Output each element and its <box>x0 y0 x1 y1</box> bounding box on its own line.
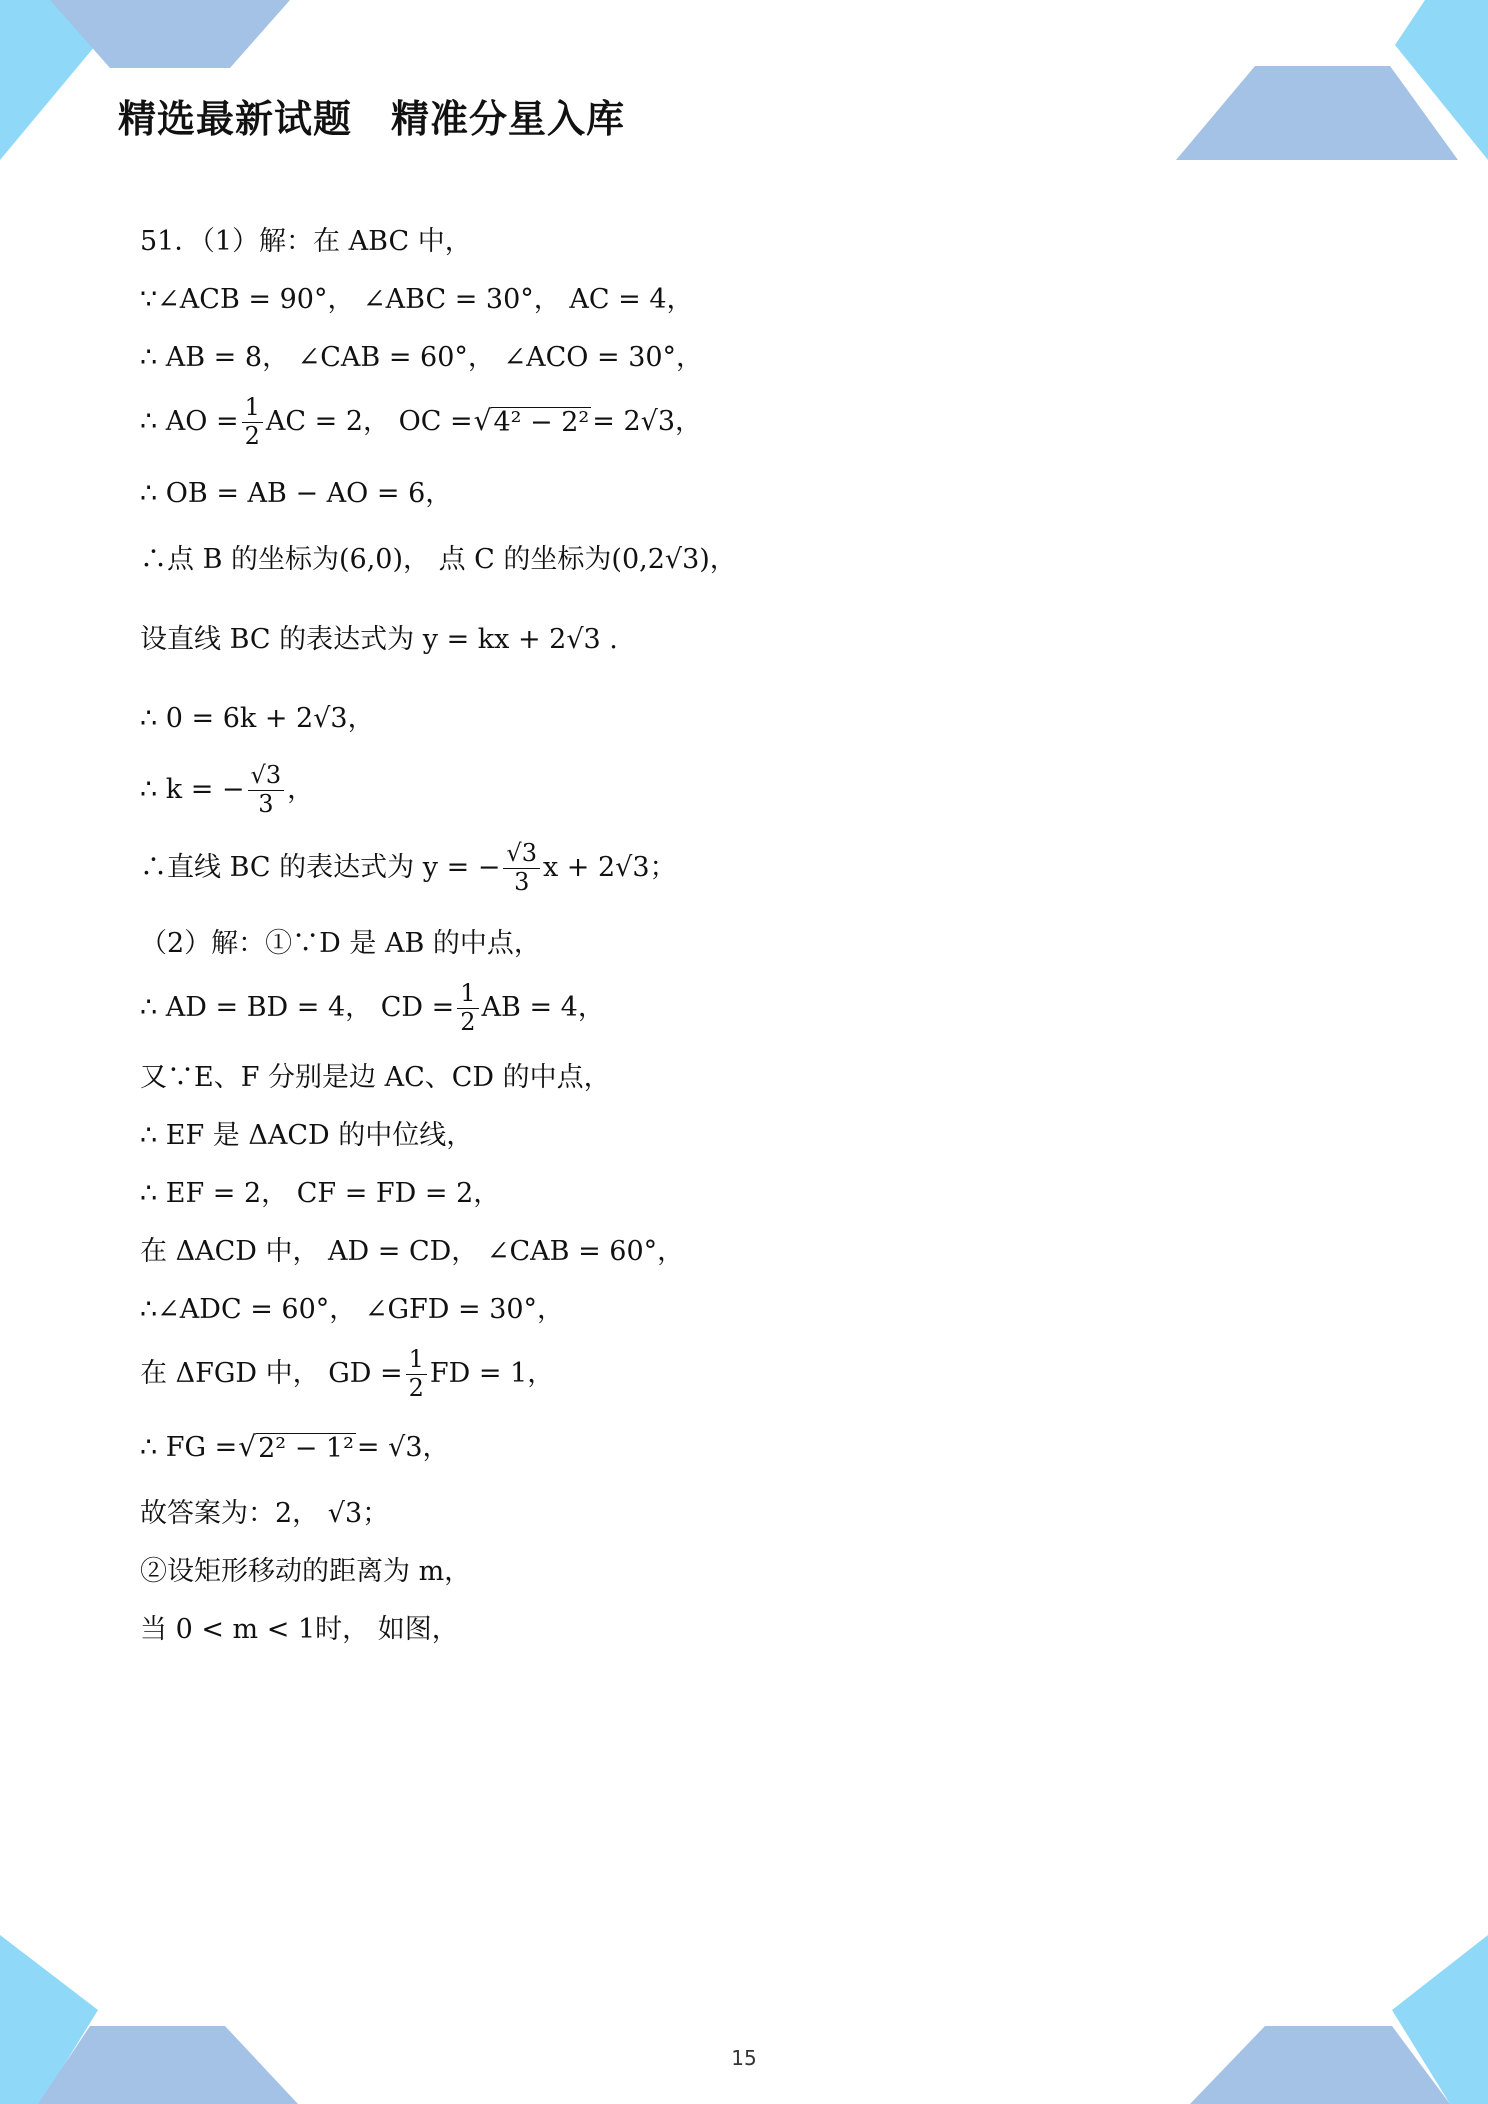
solution-line: （2）解：①∵D 是 AB 的中点， <box>140 928 541 959</box>
solution-line: 在 ΔACD 中， AD = CD， ∠CAB = 60°， <box>140 1236 685 1267</box>
solution-line: ∴直线 BC 的表达式为 y = − $\frac{√3}{3}$ x + 2√3； <box>140 839 677 896</box>
solution-line: 故答案为：2， √3； <box>140 1498 390 1529</box>
solution-line: 51．（1）解：在 ABC 中， <box>140 226 472 257</box>
solution-line: ∴ AD = BD = 4， CD = $\frac{1}{2}$ AB = 4， <box>140 979 605 1036</box>
solution-line: 设直线 BC 的表达式为 y = kx + 2√3 . <box>140 624 618 655</box>
solution-line: ∵∠ACB = 90°， ∠ABC = 30°， AC = 4， <box>140 284 694 315</box>
fraction: $\frac{1}{2}$ <box>406 1346 427 1402</box>
solution-line: 当 0 < m < 1时， 如图， <box>140 1614 459 1645</box>
solution-line: ∴ OB = AB − AO = 6， <box>140 478 453 509</box>
solution-line: ∴ EF 是 ΔACD 的中位线， <box>140 1120 474 1151</box>
solution-line: ∴点 B 的坐标为(6,0)， 点 C 的坐标为(0,2√3)， <box>140 544 737 575</box>
page-number: 15 <box>731 2046 757 2070</box>
fraction: $\frac{1}{2}$ <box>457 980 478 1036</box>
square-root: √ 4² − 2² <box>473 403 590 438</box>
fraction: $\frac{√3}{3}$ <box>248 762 285 818</box>
fraction: $\frac{1}{2}$ <box>242 394 263 450</box>
solution-line: ②设矩形移动的距离为 m， <box>140 1556 472 1587</box>
solution-line: 又∵E、F 分别是边 AC、CD 的中点， <box>140 1062 611 1093</box>
solution-line: ∴ FG = √ 2² − 1² = √3， <box>140 1429 450 1464</box>
solution-line: 在 ΔFGD 中， GD = $\frac{1}{2}$ FD = 1， <box>140 1345 555 1402</box>
solution-line: ∴ k = − $\frac{√3}{3}$ ， <box>140 761 315 818</box>
solution-line: ∴ AO = $\frac{1}{2}$ AC = 2， OC = √ 4² − 2² = 2√3， <box>140 393 703 450</box>
header-title: 精选最新试题 精准分星入库 <box>118 97 626 141</box>
square-root: √ 2² − 1² <box>238 1429 354 1464</box>
solution-line: ∴ AB = 8， ∠CAB = 60°， ∠ACO = 30°， <box>140 342 704 373</box>
fraction: $\frac{√3}{3}$ <box>503 840 540 896</box>
solution-line: ∴ 0 = 6k + 2√3， <box>140 703 375 734</box>
solution-line: ∴ EF = 2， CF = FD = 2， <box>140 1178 501 1209</box>
solution-line: ∴∠ADC = 60°， ∠GFD = 30°， <box>140 1294 565 1325</box>
